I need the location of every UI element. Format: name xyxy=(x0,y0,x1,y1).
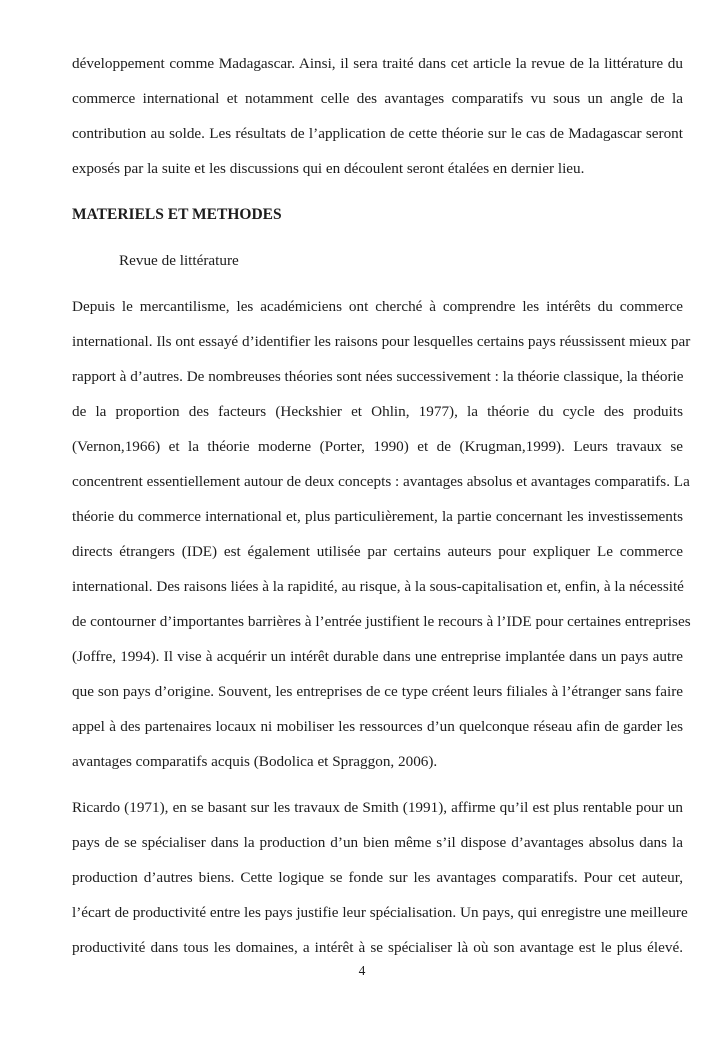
paragraph-line: Ricardo (1971), en se basant sur les travaux de Smith (1991), affirme qu’il est plus rentable pour un xyxy=(72,799,683,816)
paragraph-line: pays de se spécialiser dans la production d’un bien même s’il dispose d’avantages absolus dans la xyxy=(72,834,683,851)
paragraph-line: que son pays d’origine. Souvent, les entreprises de ce type créent leurs filiales à l’étranger sans faire xyxy=(72,683,683,700)
paragraph-line: de la proportion des facteurs (Heckshier et Ohlin, 1977), la théorie du cycle des produits xyxy=(72,403,683,420)
paragraph-line: international. Ils ont essayé d’identifier les raisons pour lesquelles certains pays réussissent mieux par xyxy=(72,333,691,350)
paragraph-line: Depuis le mercantilisme, les académiciens ont cherché à comprendre les intérêts du commerce xyxy=(72,298,683,315)
paragraph-line: production d’autres biens. Cette logique se fonde sur les avantages comparatifs. Pour cet auteur, xyxy=(72,869,683,886)
paragraph-line: de contourner d’importantes barrières à l’entrée justifient le recours à l’IDE pour certaines entreprises xyxy=(72,613,691,630)
paragraph-line: théorie du commerce international et, plus particulièrement, la partie concernant les investissements xyxy=(72,508,683,525)
intro-line: exposés par la suite et les discussions qui en découlent seront étalées en dernier lieu. xyxy=(72,160,585,177)
paragraph-line: rapport à d’autres. De nombreuses théories sont nées successivement : la théorie classique, la théorie xyxy=(72,368,684,385)
subsection-heading: Revue de littérature xyxy=(119,252,239,269)
intro-line: commerce international et notamment celle des avantages comparatifs vu sous un angle de la xyxy=(72,90,683,107)
paragraph-line: concentrent essentiellement autour de deux concepts : avantages absolus et avantages comparatifs. La xyxy=(72,473,690,490)
paragraph-line: productivité dans tous les domaines, a intérêt à se spécialiser là où son avantage est le plus élevé. xyxy=(72,939,683,956)
paragraph-line: (Joffre, 1994). Il vise à acquérir un intérêt durable dans une entreprise implantée dans un pays autre xyxy=(72,648,683,665)
paragraph-line: international. Des raisons liées à la rapidité, au risque, à la sous-capitalisation et, enfin, à la nécessité xyxy=(72,578,684,595)
paragraph-line: l’écart de productivité entre les pays justifie leur spécialisation. Un pays, qui enregistre une meilleure xyxy=(72,904,688,921)
page-number: 4 xyxy=(358,963,366,978)
paragraph-line: (Vernon,1966) et la théorie moderne (Porter, 1990) et de (Krugman,1999). Leurs travaux se xyxy=(72,438,683,455)
paragraph-line: appel à des partenaires locaux ni mobiliser les ressources d’un quelconque réseau afin de garder les xyxy=(72,718,683,735)
paragraph-line: avantages comparatifs acquis (Bodolica et Spraggon, 2006). xyxy=(72,753,438,770)
intro-line: contribution au solde. Les résultats de l’application de cette théorie sur le cas de Madagascar seront xyxy=(72,125,683,142)
section-heading: MATERIELS ET METHODES xyxy=(72,206,282,223)
paragraph-line: directs étrangers (IDE) est également utilisée par certains auteurs pour expliquer Le commerce xyxy=(72,543,683,560)
intro-line: développement comme Madagascar. Ainsi, il sera traité dans cet article la revue de la littérature du xyxy=(72,55,683,72)
